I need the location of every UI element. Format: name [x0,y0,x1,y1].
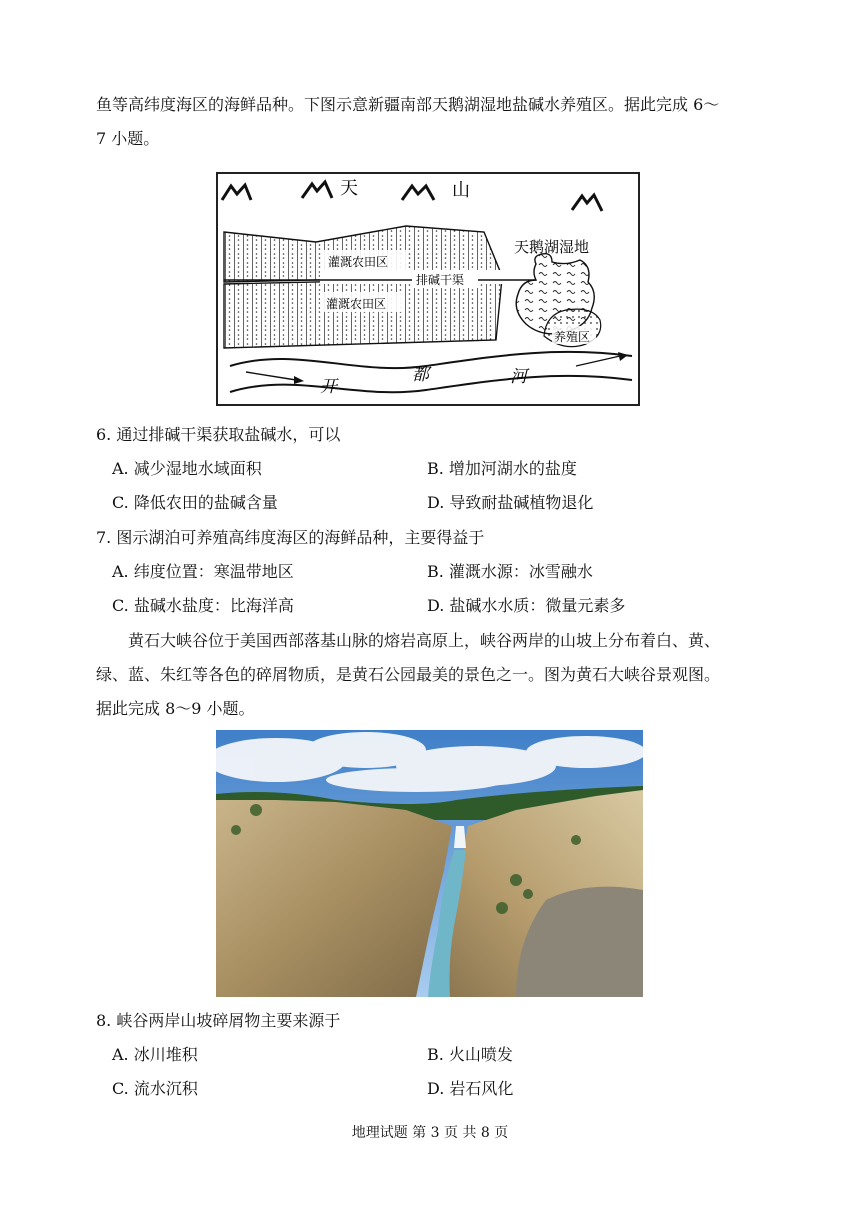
q8-option-c: C. 流水沉积 [112,1079,198,1098]
q6-stem: 6. 通过排碱干渠获取盐碱水，可以 [96,425,341,444]
intro2-line-2: 绿、蓝、朱红等各色的碎屑物质，是黄石公园最美的景色之一。图为黄石大峡谷景观图。 [96,665,721,684]
q7-option-c: C. 盐碱水盐度：比海洋高 [112,596,294,615]
wetland-label: 天鹅湖湿地 [514,238,590,256]
river-label-1: 开 [320,377,337,397]
aquaculture-label: 养殖区 [554,330,591,344]
irrigated-field-lower [224,278,502,348]
intro-line-1: 鱼等高纬度海区的海鲜品种。下图示意新疆南部天鹅湖湿地盐碱水养殖区。据此完成 6～ [96,95,720,114]
q8-option-d: D. 岩石风化 [427,1079,514,1098]
q6-option-c: C. 降低农田的盐碱含量 [112,493,278,512]
intro-line-2: 7 小题。 [96,129,160,148]
river-label-3: 河 [510,367,527,387]
q7-option-d: D. 盐碱水水质：微量元素多 [427,596,626,615]
q6-option-a: A. 减少湿地水域面积 [112,459,262,478]
q6-option-b: B. 增加河湖水的盐度 [427,459,577,478]
q8-option-b: B. 火山喷发 [427,1045,513,1064]
q7-option-a: A. 纬度位置：寒温带地区 [112,562,294,581]
mountain-label-1: 天 [340,178,358,199]
intro2-line-3: 据此完成 8～9 小题。 [96,699,255,718]
field-label-upper: 灌溉农田区 [328,255,389,269]
river-label-2: 都 [412,365,429,385]
intro2-line-1: 黄石大峡谷位于美国西部落基山脉的熔岩高原上，峡谷两岸的山坡上分布着白、黄、 [128,631,721,650]
field-label-lower: 灌溉农田区 [326,297,387,311]
q6-option-d: D. 导致耐盐碱植物退化 [427,493,594,512]
canyon-photo [216,730,643,997]
mountain-label-2: 山 [452,180,470,201]
wetland-map-figure [216,170,650,410]
q8-stem: 8. 峡谷两岸山坡碎屑物主要来源于 [96,1011,341,1030]
left-canyon-wall [216,800,452,997]
q7-stem: 7. 图示湖泊可养殖高纬度海区的海鲜品种，主要得益于 [96,528,485,547]
waterfall [454,826,466,848]
page-footer: 地理试题 第 3 页 共 8 页 [351,1125,509,1141]
canal-label: 排碱干渠 [416,273,465,287]
q8-option-a: A. 冰川堆积 [112,1045,198,1064]
q7-option-b: B. 灌溉水源：冰雪融水 [427,562,593,581]
